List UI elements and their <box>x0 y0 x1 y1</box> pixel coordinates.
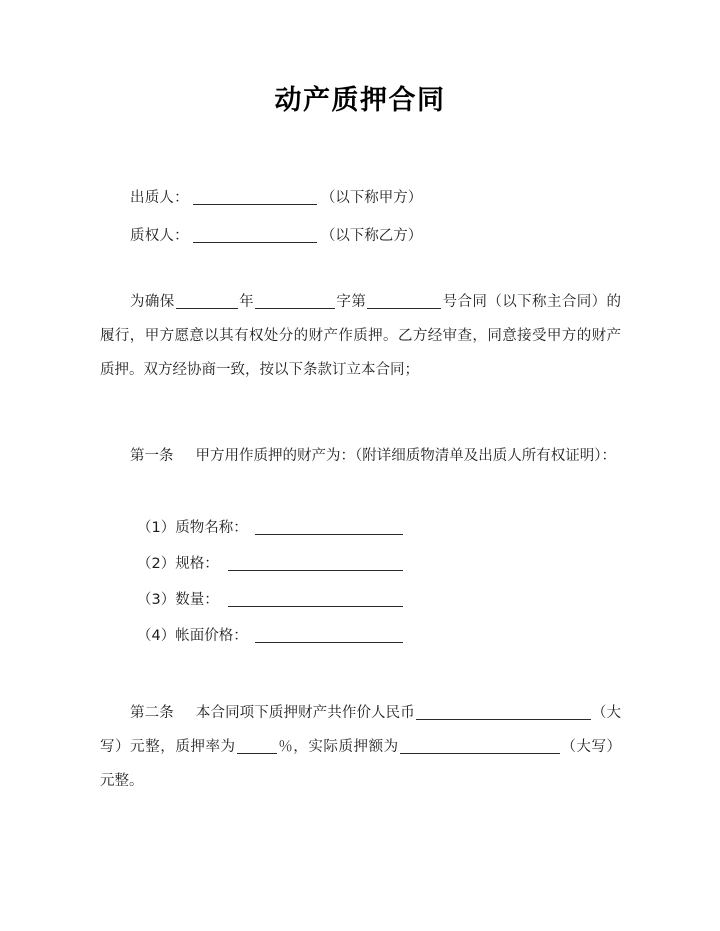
pledgee-alias: （以下称乙方） <box>320 228 423 244</box>
total-valuation-blank[interactable] <box>416 705 591 720</box>
actual-pledge-amount-blank[interactable] <box>400 739 560 754</box>
preamble-seg3: 字第 <box>336 294 367 310</box>
preamble-paragraph <box>100 285 621 387</box>
article-two-number: 第二条 <box>130 705 174 721</box>
article-two-seg2: （大写）元整，质押率为 <box>100 705 622 755</box>
article-two-seg4: （大写）元整。 <box>100 739 622 789</box>
contract-year-blank[interactable] <box>176 294 238 309</box>
item-label-book-value: （4）帐面价格： <box>137 628 248 644</box>
article-two-paragraph <box>100 696 621 798</box>
preamble-seg1: 为确保 <box>130 294 175 310</box>
list-item <box>137 625 403 647</box>
article-one-text: 甲方用作质押的财产为：（附详细质物清单及出质人所有权证明）： <box>195 448 616 464</box>
list-item <box>137 517 403 539</box>
item-blank-book-value[interactable] <box>255 628 403 643</box>
party-line-pledgee <box>130 225 422 247</box>
article-one-heading <box>100 439 621 473</box>
article-two-seg1: 本合同项下质押财产共作价人民币 <box>195 705 415 721</box>
pledge-rate-blank[interactable] <box>237 739 277 754</box>
item-label-spec: （2）规格： <box>137 556 219 572</box>
preamble-seg2: 年 <box>238 294 255 310</box>
item-label-quantity: （3）数量： <box>137 592 219 608</box>
item-blank-name[interactable] <box>255 520 403 535</box>
item-blank-spec[interactable] <box>228 556 403 571</box>
page-title: 动产质押合同 <box>274 85 446 116</box>
pledgor-alias: （以下称甲方） <box>320 190 423 206</box>
pledgee-name-blank[interactable] <box>193 228 317 243</box>
contract-number-blank[interactable] <box>367 294 441 309</box>
party-line-pledgor <box>130 187 422 209</box>
pledgor-name-blank[interactable] <box>193 190 317 205</box>
preamble-seg4: 号合同（以下称主合同）的履行，甲方愿意以其有权处分的财产作质押。乙方经审查，同意接受甲方的财产质押。双方经协商一致，按以下条款订立本合同； <box>100 294 622 378</box>
article-one-number: 第一条 <box>130 448 174 464</box>
item-label-name: （1）质物名称： <box>137 520 248 536</box>
list-item <box>137 553 403 575</box>
item-blank-quantity[interactable] <box>228 592 403 607</box>
article-two-seg3: ％，实际质押额为 <box>277 739 399 755</box>
list-item <box>137 589 403 611</box>
contract-word-blank[interactable] <box>255 294 335 309</box>
pledgor-label: 出质人： <box>130 190 189 206</box>
pledgee-label: 质权人： <box>130 228 189 244</box>
